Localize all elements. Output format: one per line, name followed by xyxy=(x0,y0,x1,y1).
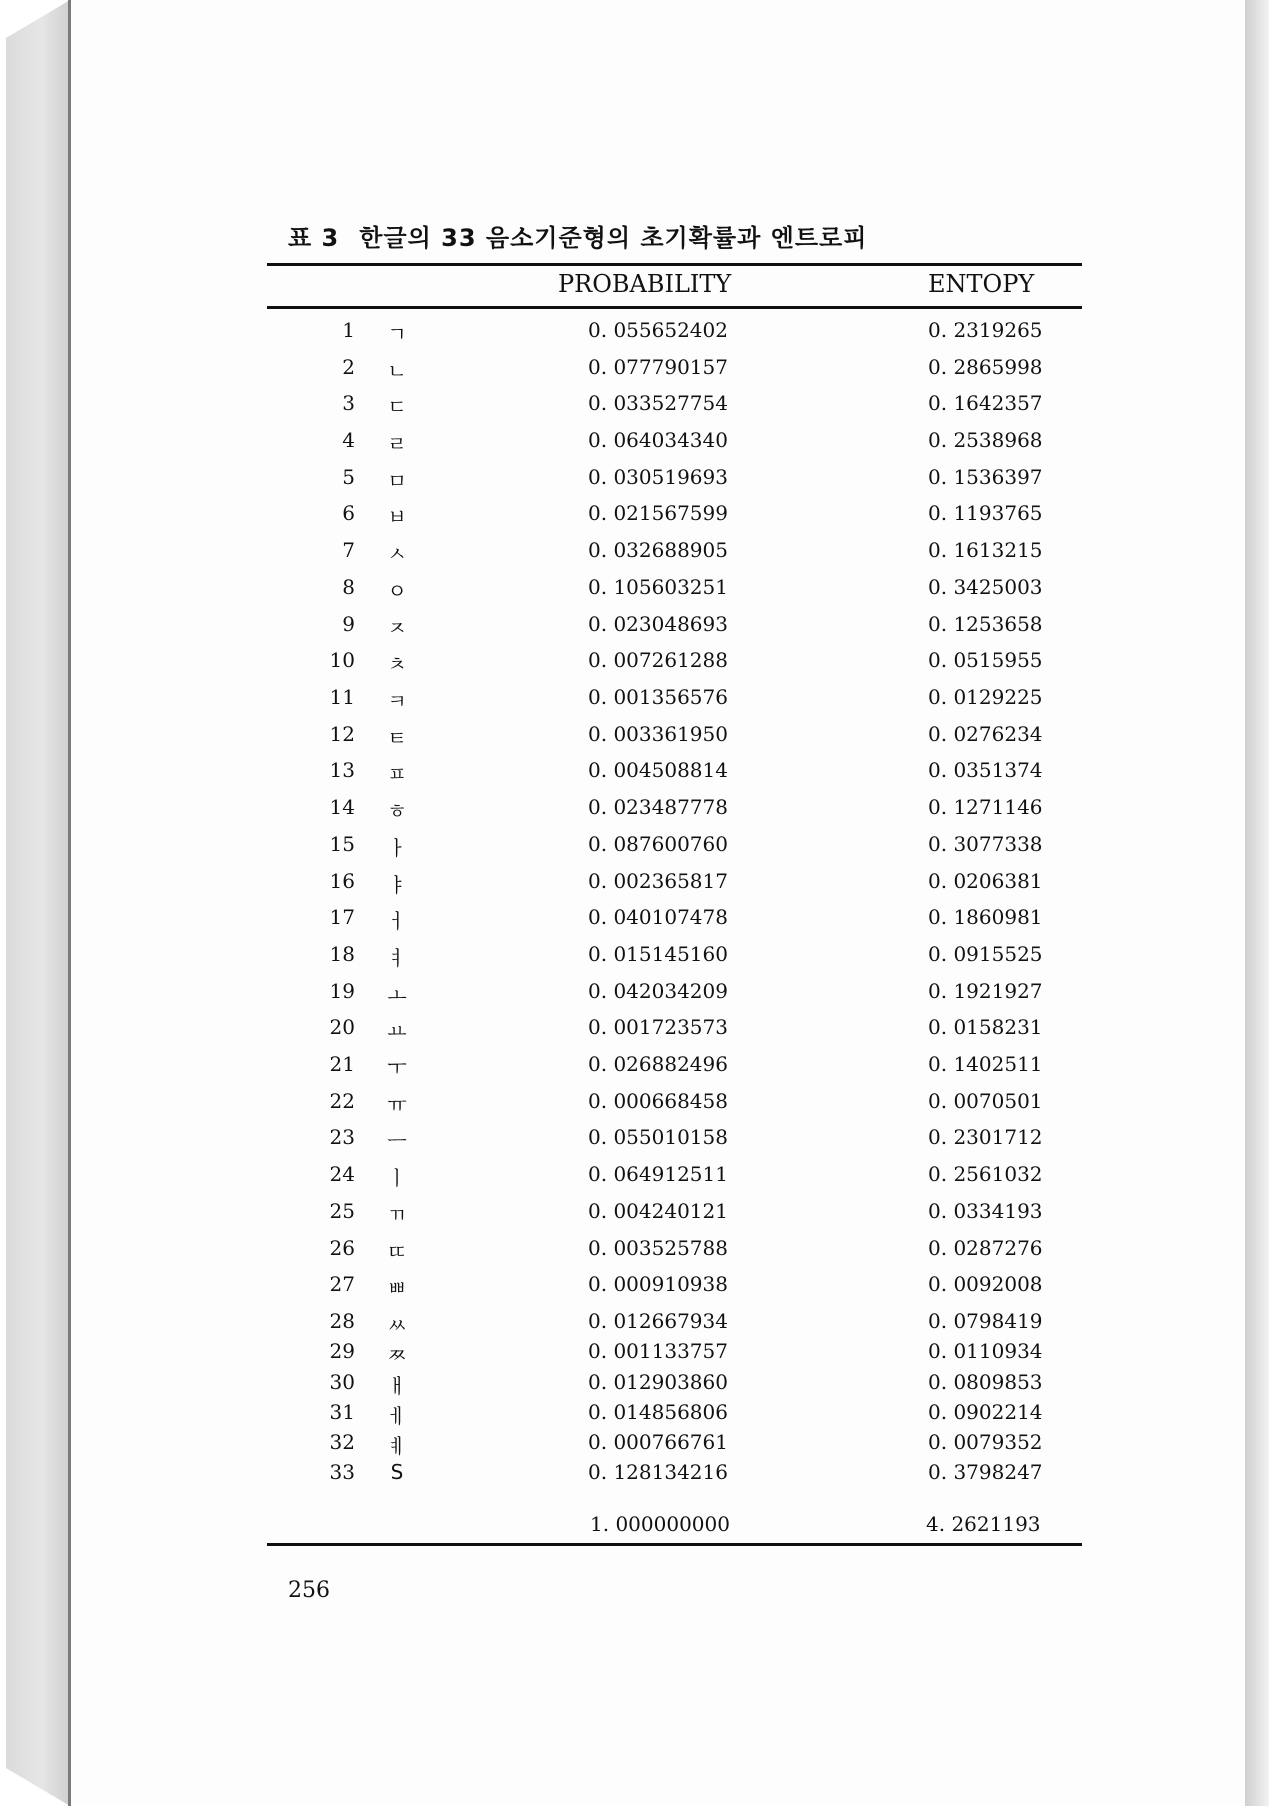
row-entropy: 0. 0070501 xyxy=(928,1089,1043,1113)
row-phoneme: ㅣ xyxy=(387,1166,407,1190)
table-row xyxy=(0,1236,1269,1266)
row-phoneme: ㅃ xyxy=(387,1276,407,1300)
row-phoneme: ㅋ xyxy=(387,689,407,713)
table-row xyxy=(0,795,1269,825)
row-phoneme: S xyxy=(390,1460,404,1484)
row-entropy: 0. 2301712 xyxy=(928,1125,1043,1149)
table-row xyxy=(0,1400,1269,1430)
row-probability: 0. 014856806 xyxy=(588,1400,728,1424)
table-row xyxy=(0,832,1269,862)
row-entropy: 0. 0809853 xyxy=(928,1370,1043,1394)
table-label: 표 3 xyxy=(288,224,340,252)
row-entropy: 0. 0287276 xyxy=(928,1236,1043,1260)
row-probability: 0. 002365817 xyxy=(588,869,728,893)
table-row xyxy=(0,1089,1269,1119)
row-phoneme: ㅔ xyxy=(387,1404,407,1428)
row-probability: 0. 087600760 xyxy=(588,832,728,856)
row-number: 1 xyxy=(342,318,355,342)
row-number: 17 xyxy=(329,905,355,929)
row-entropy: 0. 0079352 xyxy=(928,1430,1043,1454)
row-number: 33 xyxy=(329,1460,355,1484)
page-edge-shadow xyxy=(1245,0,1269,1806)
row-entropy: 0. 3798247 xyxy=(928,1460,1043,1484)
row-probability: 0. 030519693 xyxy=(588,465,728,489)
row-phoneme: ㅑ xyxy=(387,873,407,897)
row-phoneme: ㅂ xyxy=(387,505,407,529)
row-phoneme: ㅊ xyxy=(387,652,407,676)
row-phoneme: ㅅ xyxy=(387,542,407,566)
row-probability: 0. 007261288 xyxy=(588,648,728,672)
row-probability: 0. 023048693 xyxy=(588,612,728,636)
row-probability: 0. 012667934 xyxy=(588,1309,728,1333)
table-row xyxy=(0,575,1269,605)
row-entropy: 0. 1642357 xyxy=(928,391,1043,415)
table-row xyxy=(0,355,1269,385)
row-entropy: 0. 1536397 xyxy=(928,465,1043,489)
table-row xyxy=(0,428,1269,458)
row-number: 8 xyxy=(342,575,355,599)
row-entropy: 0. 3077338 xyxy=(928,832,1043,856)
table-row xyxy=(0,538,1269,568)
row-number: 9 xyxy=(342,612,355,636)
row-entropy: 0. 1860981 xyxy=(928,905,1043,929)
row-probability: 0. 000910938 xyxy=(588,1272,728,1296)
table-row xyxy=(0,1460,1269,1490)
row-phoneme: ㅌ xyxy=(387,726,407,750)
row-phoneme: ㄸ xyxy=(387,1240,407,1264)
row-entropy: 0. 0798419 xyxy=(928,1309,1043,1333)
row-number: 14 xyxy=(329,795,355,819)
row-probability: 0. 064034340 xyxy=(588,428,728,452)
row-number: 18 xyxy=(329,942,355,966)
row-entropy: 0. 1253658 xyxy=(928,612,1043,636)
row-phoneme: ㅇ xyxy=(387,579,407,603)
row-number: 25 xyxy=(329,1199,355,1223)
row-phoneme: ㅜ xyxy=(387,1056,407,1080)
table-row xyxy=(0,501,1269,531)
table-row xyxy=(0,979,1269,1009)
row-number: 2 xyxy=(342,355,355,379)
row-phoneme: ㅛ xyxy=(387,1019,407,1043)
row-probability: 0. 077790157 xyxy=(588,355,728,379)
table-row xyxy=(0,1052,1269,1082)
row-probability: 0. 003525788 xyxy=(588,1236,728,1260)
row-entropy: 0. 2538968 xyxy=(928,428,1043,452)
row-probability: 0. 015145160 xyxy=(588,942,728,966)
row-phoneme: ㅈ xyxy=(387,616,407,640)
row-probability: 0. 001723573 xyxy=(588,1015,728,1039)
row-entropy: 0. 0129225 xyxy=(928,685,1043,709)
row-probability: 0. 042034209 xyxy=(588,979,728,1003)
table-header-rule xyxy=(267,306,1082,309)
table-row xyxy=(0,1162,1269,1192)
row-probability: 0. 023487778 xyxy=(588,795,728,819)
row-phoneme: ㄲ xyxy=(387,1203,407,1227)
row-phoneme: ㅁ xyxy=(387,469,407,493)
row-entropy: 0. 2865998 xyxy=(928,355,1043,379)
row-phoneme: ㄴ xyxy=(387,359,407,383)
row-phoneme: ㅉ xyxy=(387,1343,407,1367)
row-entropy: 0. 0110934 xyxy=(928,1339,1043,1363)
table-row xyxy=(0,942,1269,972)
row-number: 10 xyxy=(329,648,355,672)
row-number: 11 xyxy=(329,685,355,709)
table-row xyxy=(0,612,1269,642)
table-row xyxy=(0,1199,1269,1229)
row-probability: 0. 000668458 xyxy=(588,1089,728,1113)
row-probability: 0. 105603251 xyxy=(588,575,728,599)
row-phoneme: ㅏ xyxy=(387,836,407,860)
row-phoneme: ㅓ xyxy=(387,909,407,933)
row-entropy: 0. 3425003 xyxy=(928,575,1043,599)
row-phoneme: ㅕ xyxy=(387,946,407,970)
row-phoneme: ㄱ xyxy=(387,322,407,346)
table-top-rule xyxy=(267,263,1082,266)
table-row xyxy=(0,1339,1269,1369)
total-probability: 1. 000000000 xyxy=(590,1512,730,1536)
probability-header: PROBABILITY xyxy=(558,270,732,298)
table-row xyxy=(0,465,1269,495)
row-probability: 0. 004508814 xyxy=(588,758,728,782)
table-row xyxy=(0,1309,1269,1339)
table-row xyxy=(0,722,1269,752)
row-number: 26 xyxy=(329,1236,355,1260)
row-number: 16 xyxy=(329,869,355,893)
row-number: 23 xyxy=(329,1125,355,1149)
row-phoneme: ㄹ xyxy=(387,432,407,456)
table-row xyxy=(0,318,1269,348)
row-entropy: 0. 0515955 xyxy=(928,648,1043,672)
row-entropy: 0. 0351374 xyxy=(928,758,1043,782)
row-phoneme: ㅆ xyxy=(387,1313,407,1337)
row-entropy: 0. 1271146 xyxy=(928,795,1043,819)
row-number: 32 xyxy=(329,1430,355,1454)
row-number: 20 xyxy=(329,1015,355,1039)
table-title: 한글의 33 음소기준형의 초기확률과 엔트로피 xyxy=(359,224,868,252)
row-entropy: 0. 0334193 xyxy=(928,1199,1043,1223)
row-number: 4 xyxy=(342,428,355,452)
row-phoneme: ㅖ xyxy=(387,1434,407,1458)
row-number: 19 xyxy=(329,979,355,1003)
row-phoneme: ㄷ xyxy=(387,395,407,419)
row-phoneme: ㅐ xyxy=(387,1374,407,1398)
entropy-header: ENTOPY xyxy=(928,270,1035,298)
row-probability: 0. 012903860 xyxy=(588,1370,728,1394)
table-row xyxy=(0,869,1269,899)
row-entropy: 0. 1193765 xyxy=(928,501,1043,525)
row-number: 7 xyxy=(342,538,355,562)
row-entropy: 0. 1402511 xyxy=(928,1052,1043,1076)
row-probability: 0. 055652402 xyxy=(588,318,728,342)
table-row xyxy=(0,391,1269,421)
row-number: 5 xyxy=(342,465,355,489)
row-number: 12 xyxy=(329,722,355,746)
row-phoneme: ㅍ xyxy=(387,762,407,786)
table-row xyxy=(0,648,1269,678)
row-number: 31 xyxy=(329,1400,355,1424)
row-probability: 0. 000766761 xyxy=(588,1430,728,1454)
row-number: 22 xyxy=(329,1089,355,1113)
row-number: 27 xyxy=(329,1272,355,1296)
page-number: 256 xyxy=(288,1578,330,1603)
row-probability: 0. 055010158 xyxy=(588,1125,728,1149)
row-probability: 0. 128134216 xyxy=(588,1460,728,1484)
row-entropy: 0. 0276234 xyxy=(928,722,1043,746)
row-probability: 0. 004240121 xyxy=(588,1199,728,1223)
row-number: 6 xyxy=(342,501,355,525)
row-number: 30 xyxy=(329,1370,355,1394)
row-number: 21 xyxy=(329,1052,355,1076)
row-phoneme: ㅠ xyxy=(387,1093,407,1117)
row-entropy: 0. 0092008 xyxy=(928,1272,1043,1296)
row-number: 29 xyxy=(329,1339,355,1363)
row-probability: 0. 026882496 xyxy=(588,1052,728,1076)
table-row xyxy=(0,758,1269,788)
row-entropy: 0. 0206381 xyxy=(928,869,1043,893)
row-entropy: 0. 2561032 xyxy=(928,1162,1043,1186)
table-row xyxy=(0,1370,1269,1400)
row-entropy: 0. 2319265 xyxy=(928,318,1043,342)
row-entropy: 0. 0902214 xyxy=(928,1400,1043,1424)
table-row xyxy=(0,1015,1269,1045)
row-number: 24 xyxy=(329,1162,355,1186)
row-entropy: 0. 1613215 xyxy=(928,538,1043,562)
row-entropy: 0. 0915525 xyxy=(928,942,1043,966)
table-row xyxy=(0,1125,1269,1155)
table-row xyxy=(0,905,1269,935)
row-number: 28 xyxy=(329,1309,355,1333)
row-phoneme: ㅡ xyxy=(387,1129,407,1153)
table-row xyxy=(0,1430,1269,1460)
total-entropy: 4. 2621193 xyxy=(926,1512,1041,1536)
row-phoneme: ㅗ xyxy=(387,983,407,1007)
row-probability: 0. 033527754 xyxy=(588,391,728,415)
row-probability: 0. 003361950 xyxy=(588,722,728,746)
table-bottom-rule xyxy=(267,1543,1082,1546)
row-probability: 0. 021567599 xyxy=(588,501,728,525)
row-entropy: 0. 1921927 xyxy=(928,979,1043,1003)
table-caption xyxy=(288,218,867,253)
table-row xyxy=(0,1272,1269,1302)
row-probability: 0. 001133757 xyxy=(588,1339,728,1363)
book-spine xyxy=(0,0,70,1806)
row-entropy: 0. 0158231 xyxy=(928,1015,1043,1039)
row-probability: 0. 001356576 xyxy=(588,685,728,709)
row-number: 13 xyxy=(329,758,355,782)
row-probability: 0. 040107478 xyxy=(588,905,728,929)
row-number: 15 xyxy=(329,832,355,856)
row-probability: 0. 032688905 xyxy=(588,538,728,562)
row-number: 3 xyxy=(342,391,355,415)
table-row xyxy=(0,685,1269,715)
row-probability: 0. 064912511 xyxy=(588,1162,728,1186)
row-phoneme: ㅎ xyxy=(387,799,407,823)
